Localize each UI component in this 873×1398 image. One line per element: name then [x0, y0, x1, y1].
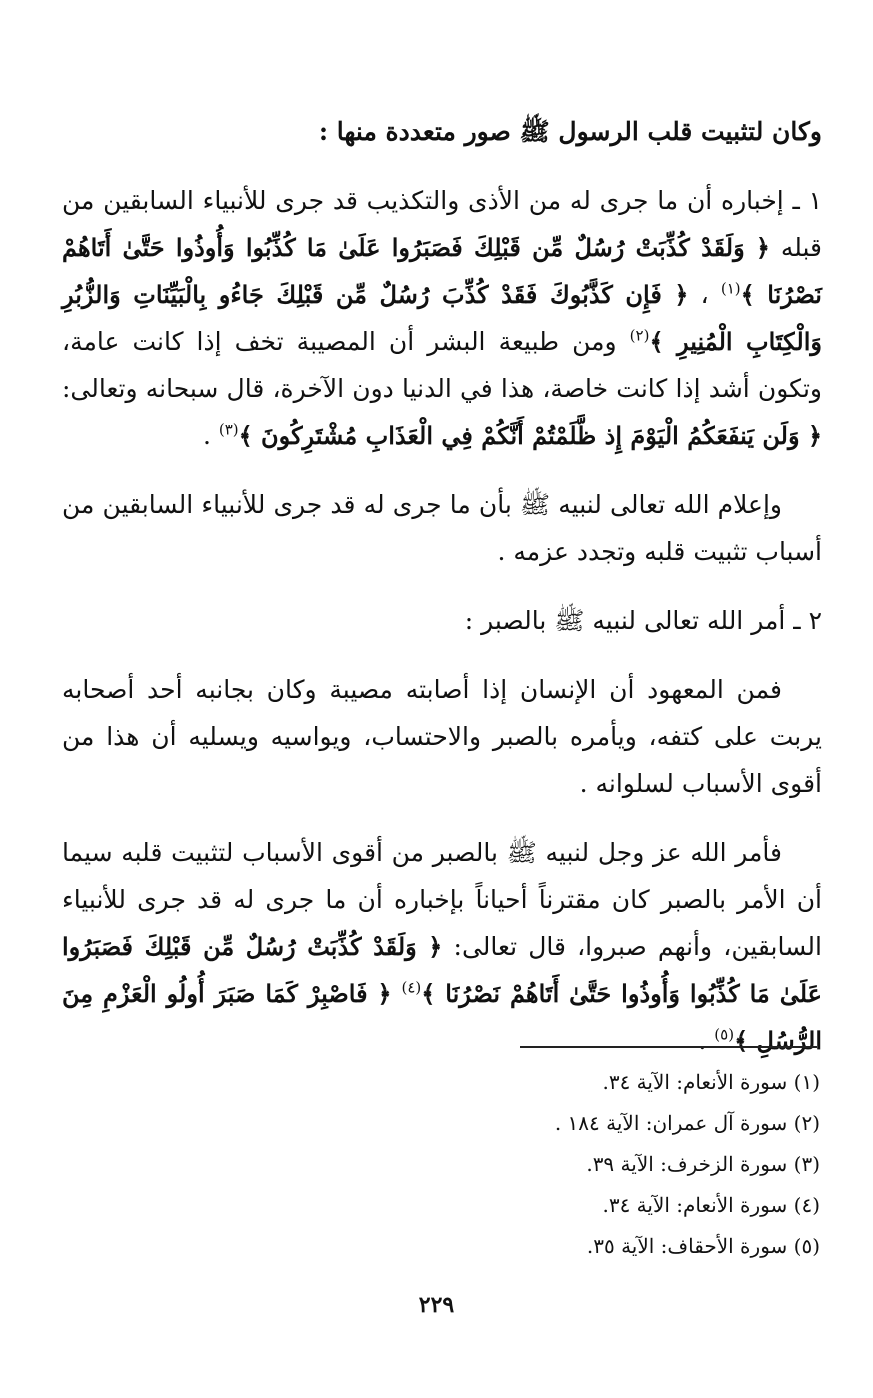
item-2-paragraph-2	[62, 829, 822, 1064]
item-1-end: .	[202, 421, 219, 450]
footnote-ref-4[interactable]: (٤)	[401, 978, 422, 997]
footnote-ref-2[interactable]: (٢)	[629, 326, 650, 345]
item-2-text-a: فأمر الله عز وجل لنبيه ﷺ بالصبر من أقوى الأسباب لتثبيت قلبه سيما أن الأمر بالصبر كان مقترناً أحياناً بإخباره أن ما جرى له قد جرى للأنبياء السابقين، وأنهم صبروا، قال تعالى:	[62, 838, 822, 961]
item-2-paragraph-1: فمن المعهود أن الإنسان إذا أصابته مصيبة وكان بجانبه أحد أصحابه يربت على كتفه، ويأمره بالصبر والاحتساب، ويواسيه ويسليه أن هذا من أقوى الأسباب لسلوانه .	[62, 675, 822, 798]
footnote-ref-1[interactable]: (١)	[720, 279, 741, 298]
quran-verse-anam-34: ﴿ وَلَقَدْ كُذِّبَتْ رُسُلٌ مِّن قَبْلِكَ فَصَبَرُوا عَلَىٰ مَا كُذِّبُوا وَأُوذُوا حَتَّىٰ أَتَاهُمْ نَصْرُنَا ﴾	[62, 233, 822, 309]
quran-verse-al-imran-184: ﴿ فَإِن كَذَّبُوكَ فَقَدْ كُذِّبَ رُسُلٌ مِّن قَبْلِكَ جَاءُو بِالْبَيِّنَاتِ وَالزُّبُرِ وَالْكِتَابِ الْمُنِيرِ ﴾	[62, 280, 823, 356]
quran-verse-anam-34-repeat: ﴿ وَلَقَدْ كُذِّبَتْ رُسُلٌ مِّن قَبْلِكَ فَصَبَرُوا عَلَىٰ مَا كُذِّبُوا وَأُوذُوا حَتَّىٰ أَتَاهُمْ نَصْرُنَا ﴾	[62, 932, 822, 1008]
separator: ،	[688, 280, 721, 309]
footnote-3: (٣) سورة الزخرف: الآية ٣٩.	[586, 1152, 820, 1176]
item-1-summary: وإعلام الله تعالى لنبيه ﷺ بأن ما جرى له قد جرى للأنبياء السابقين من أسباب تثبيت قلبه وتجدد عزمه .	[62, 490, 822, 566]
footnote-ref-5[interactable]: (٥)	[714, 1025, 735, 1044]
item-1-paragraph	[62, 177, 822, 459]
footnotes	[300, 1062, 820, 1267]
footnote-4: (٤) سورة الأنعام: الآية ٣٤.	[602, 1193, 820, 1217]
item-2-end: .	[698, 1026, 715, 1055]
footnote-5: (٥) سورة الأحقاف: الآية ٣٥.	[586, 1234, 820, 1258]
item-1-text-b: ومن طبيعة البشر أن المصيبة تخف إذا كانت عامة، وتكون أشد إذا كانت خاصة، هذا في الدنيا دون الآخرة، قال سبحانه وتعالى:	[62, 327, 822, 403]
footnote-divider	[520, 1046, 817, 1048]
footnote-2: (٢) سورة آل عمران: الآية ١٨٤ .	[554, 1111, 820, 1135]
footnote-1: (١) سورة الأنعام: الآية ٣٤.	[602, 1070, 820, 1094]
section-heading: وكان لتثبيت قلب الرسول ﷺ صور متعددة منها :	[318, 117, 822, 146]
page-body	[62, 108, 822, 1086]
item-1-text-a: ١ ـ إخباره أن ما جرى له من الأذى والتكذيب قد جرى للأنبياء السابقين من قبله	[62, 186, 822, 262]
quran-verse-ahqaf-35: ﴿ فَاصْبِرْ كَمَا صَبَرَ أُولُو الْعَزْمِ مِنَ الرُّسُلِ ﴾	[62, 979, 822, 1055]
page-number: ٢٢٩	[418, 1292, 455, 1318]
footnote-ref-3[interactable]: (٣)	[218, 420, 239, 439]
quran-verse-zukhruf-39: ﴿ وَلَن يَنفَعَكُمُ الْيَوْمَ إِذ ظَّلَمْتُمْ أَنَّكُمْ فِي الْعَذَابِ مُشْتَرِكُونَ ﴾	[238, 421, 822, 450]
item-2-title: ٢ ـ أمر الله تعالى لنبيه ﷺ بالصبر :	[464, 606, 822, 635]
